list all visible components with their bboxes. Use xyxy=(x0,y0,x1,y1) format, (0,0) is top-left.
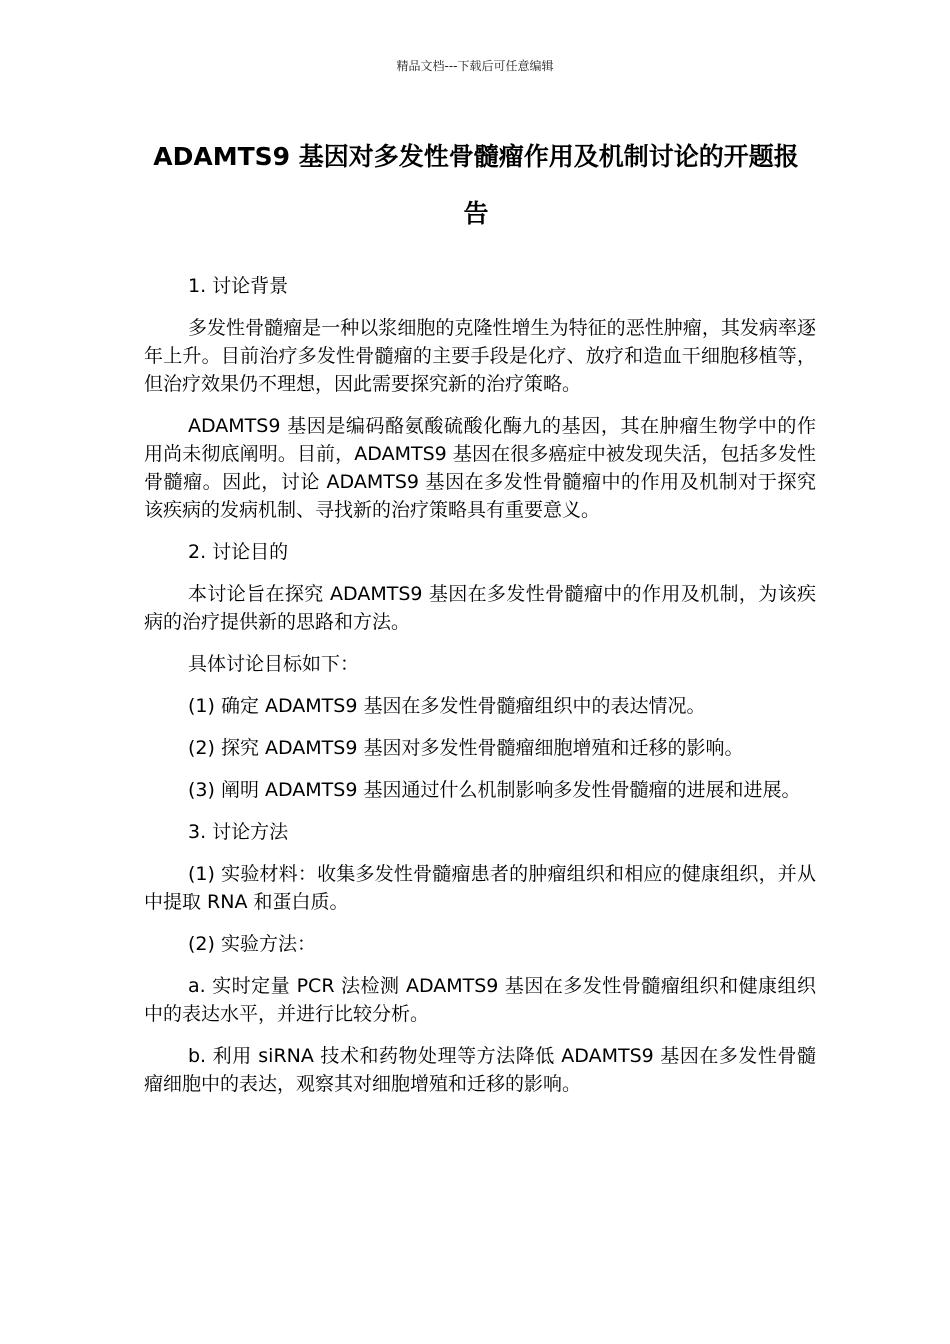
document-title: ADAMTS9 基因对多发性骨髓瘤作用及机制讨论的开题报告 xyxy=(153,142,799,228)
paragraph-methods-intro: (2) 实验方法： xyxy=(188,933,316,955)
list-item-goal-3: (3) 阐明 ADAMTS9 基因通过什么机制影响多发性骨髓瘤的进展和进展。 xyxy=(188,779,801,801)
list-item-method-b: b. 利用 siRNA 技术和药物处理等方法降低 ADAMTS9 基因在多发性骨髓瘤细胞中的表达，观察其对细胞增殖和迁移的影响。 xyxy=(144,1045,816,1095)
section-heading-background: 1. 讨论背景 xyxy=(188,275,289,297)
list-item-goal-1: (1) 确定 ADAMTS9 基因在多发性骨髓瘤组织中的表达情况。 xyxy=(188,695,706,717)
section-heading-methods: 3. 讨论方法 xyxy=(188,821,289,843)
paragraph-background-1: 多发性骨髓瘤是一种以浆细胞的克隆性增生为特征的恶性肿瘤，其发病率逐年上升。目前治疗多发性骨髓瘤的主要手段是化疗、放疗和造血干细胞移植等，但治疗效果仍不理想，因此需要探究新的治疗策略。 xyxy=(144,317,816,395)
section-heading-purpose: 2. 讨论目的 xyxy=(188,541,289,563)
paragraph-background-2: ADAMTS9 基因是编码酪氨酸硫酸化酶九的基因，其在肿瘤生物学中的作用尚未彻底阐明。目前，ADAMTS9 基因在很多癌症中被发现失活，包括多发性骨髓瘤。因此，讨论 ADAMTS9 基因在多发性骨髓瘤中的作用及机制对于探究该疾病的发病机制、寻找新的治疗策略具有重要意义。 xyxy=(144,415,816,521)
paragraph-materials: (1) 实验材料：收集多发性骨髓瘤患者的肿瘤组织和相应的健康组织，并从中提取 RNA 和蛋白质。 xyxy=(144,863,816,913)
document-body xyxy=(144,272,816,1112)
page-header: 精品文档---下载后可任意编辑 xyxy=(396,59,554,73)
list-item-goal-2: (2) 探究 ADAMTS9 基因对多发性骨髓瘤细胞增殖和迁移的影响。 xyxy=(188,737,744,759)
paragraph-goals-intro: 具体讨论目标如下： xyxy=(188,653,360,675)
paragraph-purpose: 本讨论旨在探究 ADAMTS9 基因在多发性骨髓瘤中的作用及机制，为该疾病的治疗提供新的思路和方法。 xyxy=(144,583,816,633)
list-item-method-a: a. 实时定量 PCR 法检测 ADAMTS9 基因在多发性骨髓瘤组织和健康组织中的表达水平，并进行比较分析。 xyxy=(144,975,816,1025)
